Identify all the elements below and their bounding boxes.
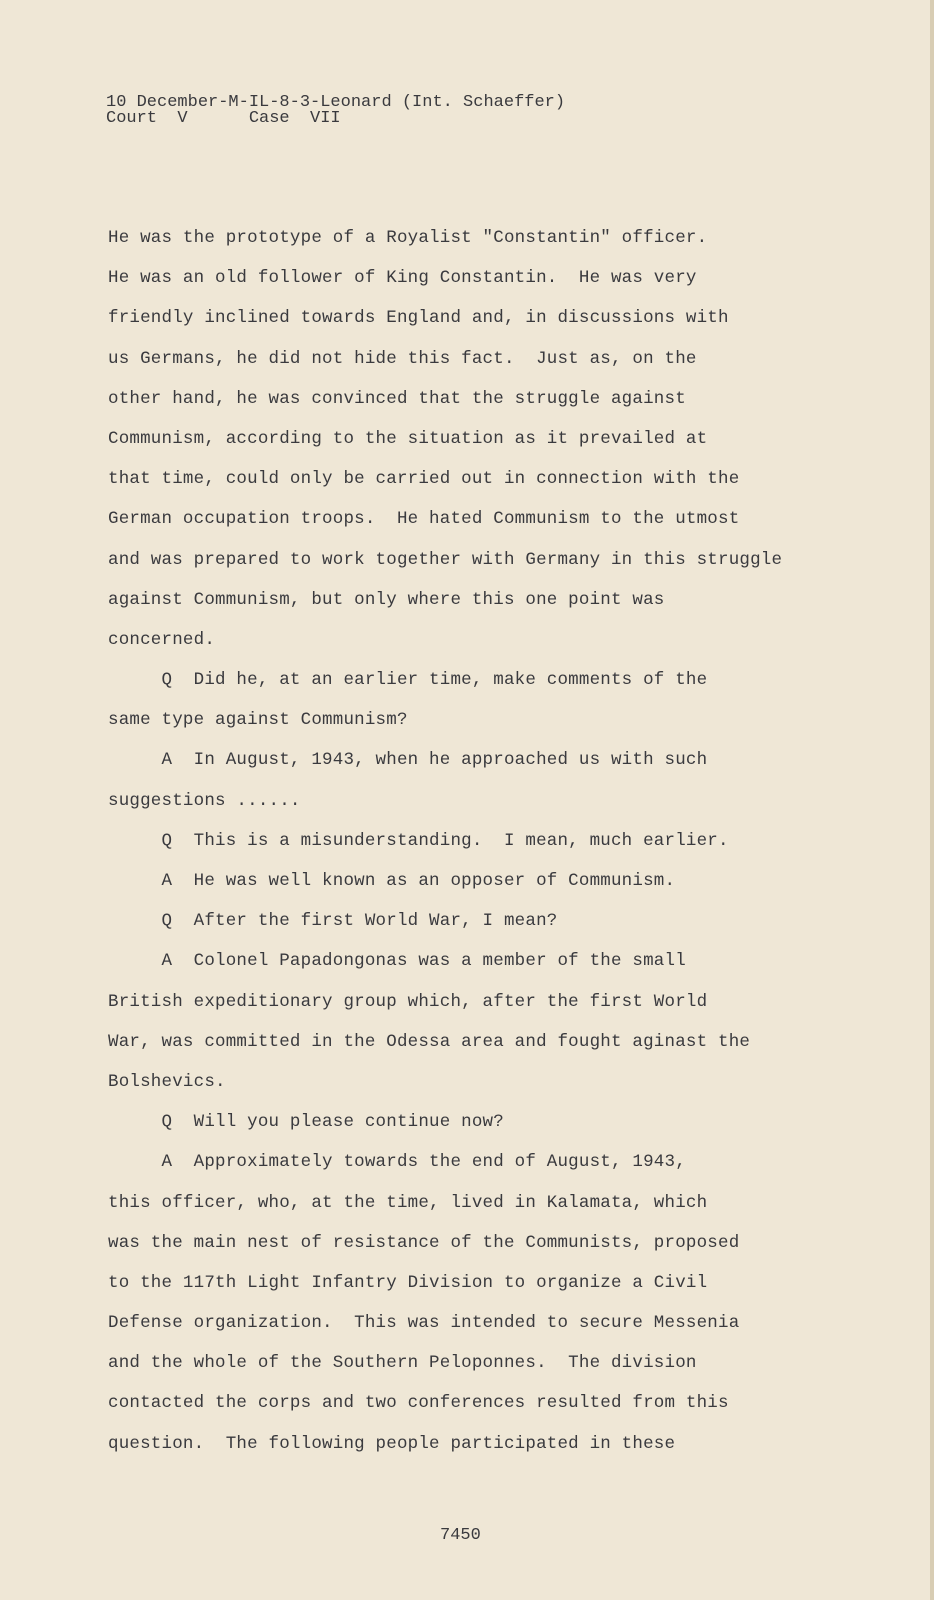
text-line: A Approximately towards the end of August, 1943,: [108, 1152, 686, 1173]
text-line: and the whole of the Southern Peloponnes. The division: [108, 1353, 697, 1374]
text-line: friendly inclined towards England and, in discussions with: [108, 308, 729, 329]
text-line: Defense organization. This was intended to secure Messenia: [108, 1313, 740, 1334]
text-line: British expeditionary group which, after the first World: [108, 991, 708, 1012]
text-line: contacted the corps and two conferences resulted from this: [108, 1393, 729, 1414]
header-line-1: 10 December-M-IL-8-3-Leonard (Int. Schaeffer): [106, 93, 566, 112]
text-line: A In August, 1943, when he approached us with such: [108, 750, 708, 771]
text-line: Q This is a misunderstanding. I mean, much earlier.: [108, 830, 729, 851]
text-line: suggestions ......: [108, 790, 301, 811]
text-line: against Communism, but only where this one point was: [108, 589, 665, 610]
header-line-2: Court V Case VII: [106, 109, 341, 128]
body-text: [108, 218, 868, 1464]
text-line: other hand, he was convinced that the struggle against: [108, 388, 686, 409]
text-line: us Germans, he did not hide this fact. Just as, on the: [108, 348, 697, 369]
text-line: He was the prototype of a Royalist "Constantin" officer.: [108, 228, 708, 248]
text-line: same type against Communism?: [108, 710, 408, 731]
text-line: to the 117th Light Infantry Division to organize a Civil: [108, 1272, 708, 1293]
text-line: He was an old follower of King Constantin. He was very: [108, 268, 697, 289]
text-line: A Colonel Papadongonas was a member of the small: [108, 951, 686, 972]
text-line: Q Did he, at an earlier time, make comments of the: [108, 670, 708, 691]
text-line: Q Will you please continue now?: [108, 1112, 504, 1133]
text-line: this officer, who, at the time, lived in Kalamata, which: [108, 1192, 708, 1213]
text-line: was the main nest of resistance of the Communists, proposed: [108, 1232, 740, 1253]
text-line: concerned.: [108, 629, 216, 650]
page-number: 7450: [440, 1526, 481, 1545]
text-line: Bolshevics.: [108, 1071, 226, 1092]
text-line: War, was committed in the Odessa area and fought aginast the: [108, 1031, 751, 1052]
text-line: German occupation troops. He hated Communism to the utmost: [108, 509, 740, 530]
text-line: and was prepared to work together with Germany in this struggle: [108, 549, 783, 570]
text-line: Q After the first World War, I mean?: [108, 911, 558, 932]
text-line: Communism, according to the situation as it prevailed at: [108, 428, 708, 449]
text-line: A He was well known as an opposer of Communism.: [108, 871, 676, 891]
header: [106, 95, 565, 127]
text-line: that time, could only be carried out in connection with the: [108, 469, 740, 490]
text-line: question. The following people participated in these: [108, 1433, 676, 1454]
